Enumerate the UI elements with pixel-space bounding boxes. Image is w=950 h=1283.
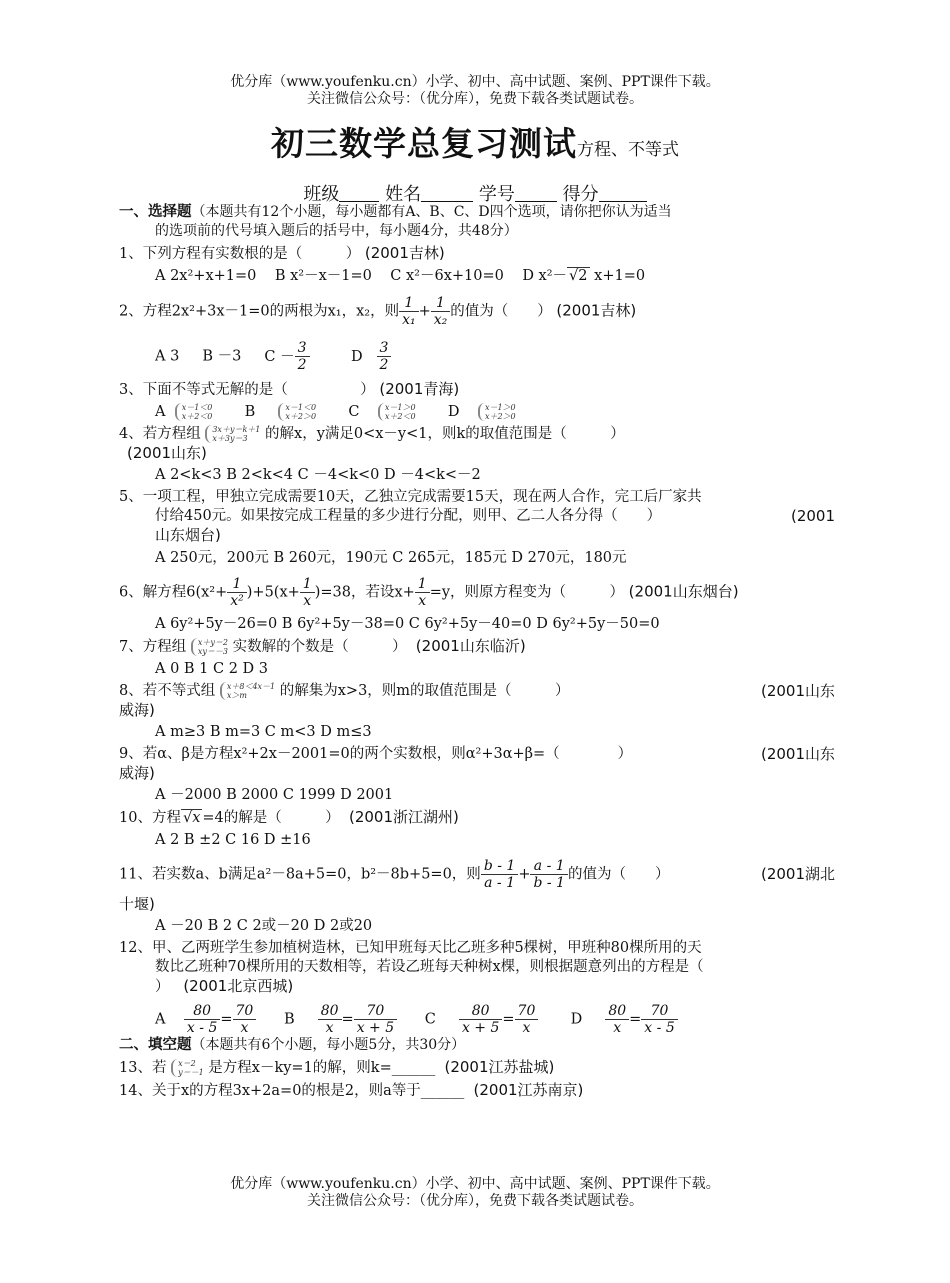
option-c: C [424,1011,436,1028]
fraction: $\frac{a - 1}{b - 1}$ [530,858,568,891]
section-2-heading: 二、填空题 [119,1037,192,1053]
question-8: 8、若不等式组 x＋8＜4x－1 x＞m 的解集为x>3，则m的取值范围是（ ） (2001山东 [119,682,835,700]
question-1-source: (2001吉林) [364,244,445,262]
option-b: B [284,1011,295,1028]
question-11: 11、若实数a、b满足a²－8a+5=0，b²－8b+5=0，则 $\frac{b - 1}{a - 1}$ + $\frac{a - 1}{b - 1}$ 的值为（ ） (2001湖北 [119,858,835,891]
question-5-options: A 250元，200元 B 260元，190元 C 265元，185元 D 270元，180元 [155,550,627,566]
question-6-text: 6、解方程6(x²+ [119,584,228,601]
question-3-text: 3、下面不等式无解的是（ ） [119,382,375,398]
question-4-options: A 2<k<3 B 2<k<4 C －4<k<0 D －4<k<－2 [155,467,481,483]
question-4-source-line [119,444,835,464]
question-2-options [119,340,835,373]
option-c: C [348,404,360,420]
question-6-source: (2001山东烟台) [628,582,739,601]
class-blank[interactable] [339,183,379,202]
question-9 [119,745,835,764]
fraction: $\frac{1}{\text{x₂}}$ [431,295,451,328]
question-5-line-2: 付给450元。如果按完成工程量的多少进行分配，则甲、乙二人各分得（ ） (2001 [155,507,835,525]
question-2-text: 2、方程2x²+3x－1=0的两根为x₁，x₂，则 [119,303,400,320]
footer-line-1: 优分库（www.youfenku.cn）小学、初中、高中试题、案例、PPT课件下载。 [230,1176,720,1192]
question-5-line-1: 5、一项工程，甲独立完成需要10天，乙独立完成需要15天，现在两人合作，完工后厂家共 [119,489,702,505]
option-d: D x²－ √2 x+1=0 [522,268,646,284]
score-label: 得分 [562,184,599,205]
option-a: A [155,404,166,420]
inequality-system: x－1＜0 x＋2＜0 [175,403,213,421]
question-4-source: (2001山东) [127,444,207,462]
number-label: 学号 [478,184,515,205]
question-7-text: 7、方程组 [119,639,187,655]
question-9-options: A －2000 B 2000 C 1999 D 2001 [155,787,394,803]
option-d: D [447,404,460,420]
page-footer [0,1176,950,1210]
inequality-system: x－1＜0 x＋2＞0 [278,403,316,421]
question-10: 10、方程 √x =4的解是（ ） (2001浙江湖州) [119,808,459,826]
question-7-options: A 0 B 1 C 2 D 3 [155,661,269,677]
title-main: 初三数学总复习测试 [271,124,577,163]
fraction: $\frac{1}{\text{x²}}$ [227,576,247,609]
section-1 [119,203,835,241]
question-2-source: (2001吉林) [556,301,637,320]
question-6-options: A 6y²+5y－26=0 B 6y²+5y－38=0 C 6y²+5y－40=0 D 6y²+5y－50=0 [155,616,660,632]
section-2 [119,1036,835,1055]
question-7-source: (2001山东临沂) [415,637,526,655]
question-10-options: A 2 B ±2 C 16 D ±16 [155,832,311,848]
question-12-line-2: 数比乙班种70棵所用的天数相等，若设乙班每天种树x棵，则根据题意列出的方程是（ [155,959,704,975]
question-11-text: 11、若实数a、b满足a²－8a+5=0，b²－8b+5=0，则 [119,866,481,883]
question-3-source: (2001青海) [379,380,460,398]
question-10-source: (2001浙江湖州) [348,808,459,826]
question-9-source: (2001山东 [760,745,835,763]
question-12-line-1: 12、甲、乙两班学生参加植树造林，已知甲班每天比乙班多种5棵树，甲班种80棵所用的天 [119,940,702,956]
option-c: C x²－6x+10=0 [390,268,504,284]
score-blank[interactable] [599,183,647,202]
equation-system: x＝2 y＝－1 [171,1059,204,1077]
question-8-options: A m≥3 B m=3 C m<3 D m≤3 [155,724,372,740]
number-blank[interactable] [515,183,557,202]
question-1 [119,244,835,264]
sqrt-radical: √x [182,810,201,826]
footer-line-2: 关注微信公众号：（优分库），免费下载各类试题试卷。 [307,1193,643,1209]
option-a: A 3 [155,348,180,365]
option-b: B x²－x－1=0 [274,268,372,284]
question-4-text: 4、若方程组 [119,426,201,442]
question-8-source: (2001山东 [760,682,835,700]
question-2: 2、方程2x²+3x－1=0的两根为x₁，x₂，则 $\frac{1}{\text{x₁}}$ + $\frac{1}{\text{x₂}}$ 的值为（ ） (2001吉林) [119,295,637,328]
option-b: B －3 [202,348,242,365]
question-10-text: 10、方程 [119,810,181,826]
fraction: $\frac{1}{x}$ [415,576,430,609]
header-line-1: 优分库（www.youfenku.cn）小学、初中、高中试题、案例、PPT课件下载。 [230,74,720,90]
exam-content [119,203,835,1101]
title-subtitle: 方程、不等式 [577,140,679,160]
question-14-text: 14、关于x的方程3x+2a=0的根是2，则a等于______ [119,1083,465,1099]
question-5-source: 山东烟台) [155,526,221,544]
question-4: 4、若方程组 3x＋y＝k＋1 x＋3y＝3 的解x，y满足0<x－y<1，则k的取值范围是（ ） [119,425,625,443]
sqrt-radical: √2 [569,268,588,284]
fraction: $\frac{b - 1}{a - 1}$ [481,858,519,891]
question-1-text: 1、下列方程有实数根的是（ ） [119,246,361,262]
question-13: 13、若 x＝2 y＝－1 是方程x－ky=1的解，则k=______ (2001江苏盐城) [119,1058,555,1077]
question-6: 6、解方程6(x²+ $\frac{1}{\text{x²}}$ )+5(x+ $\frac{1}{x}$ )=38，若设x+ $\frac{1}{x}$ =y，则原方程变为（ ） (2001山东烟台) [119,576,739,609]
question-8-text: 8、若不等式组 [119,683,216,699]
class-label: 班级 [303,184,340,205]
page-title [0,118,950,165]
inequality-system: x－1＞0 x＋2＜0 [378,403,416,421]
question-3 [119,380,835,400]
question-7: 7、方程组 x＋y＝2 xy＝－3 实数解的个数是（ ） (2001山东临沂) [119,637,526,656]
question-14-source: (2001江苏南京) [473,1081,584,1099]
fraction: $\frac{1}{x}$ [300,576,315,609]
question-1-options [119,267,835,286]
name-label: 姓名 [385,184,422,205]
header-line-2: 关注微信公众号：（优分库），免费下载各类试题试卷。 [307,91,643,107]
question-12-options: A $\frac{80}{x - 5}$ = $\frac{70}{x}$ B $\frac{80}{x}$ = $\frac{70}{x + 5}$ C $\frac{80}{x + 5}$ = $\frac{70}{x}$ D $\frac{80}{x}$ = $\frac{70}{x - 5}$ [119,1003,835,1036]
name-blank[interactable] [421,183,473,202]
option-a: A [155,1011,166,1028]
question-12 [119,939,835,997]
question-11-options: A －20 B 2 C 2或－20 D 2或20 [155,918,373,934]
question-12-line-3: ） (2001北京西城) [155,977,294,995]
question-13-source: (2001江苏盐城) [444,1058,555,1076]
question-11-source-cont: 十堰) [119,895,155,913]
inequality-system: x＋8＜4x－1 x＞m [220,682,275,700]
question-9-source-cont: 威海) [119,764,155,782]
page-header [0,74,950,108]
section-1-note-1: （本题共有12个小题，每小题都有A、B、C、D四个选项，请你把你认为适当 [191,204,672,220]
question-13-text: 13、若 [119,1060,167,1076]
section-1-heading: 一、选择题 [119,204,192,220]
fraction: $\frac{1}{\text{x₁}}$ [399,295,419,328]
question-14 [119,1081,835,1101]
question-9-text: 9、若α、β是方程x²+2x－2001=0的两个实数根，则α²+3α+β=（ ） [119,746,633,762]
equation-system: 3x＋y＝k＋1 x＋3y＝3 [205,425,260,443]
equation-system: x＋y＝2 xy＝－3 [191,638,228,656]
option-a: A 2x²+x+1=0 [155,268,257,284]
option-d: D [570,1011,583,1028]
option-c: C － $\frac{3}{2}$ [264,349,309,365]
inequality-system: x－1＞0 x＋2＞0 [478,403,516,421]
section-1-note-2: 的选项前的代号填入题后的括号中，每小题4分，共48分） [155,223,518,239]
question-3-options [119,403,835,422]
question-8-source-cont: 威海) [119,701,155,719]
question-11-source: (2001湖北 [760,865,835,883]
option-d: D $\frac{3}{2}$ [351,349,391,365]
section-2-note: （本题共有6个小题，每小题5分，共30分） [191,1037,466,1053]
question-5 [119,488,835,546]
option-b: B [244,404,256,420]
